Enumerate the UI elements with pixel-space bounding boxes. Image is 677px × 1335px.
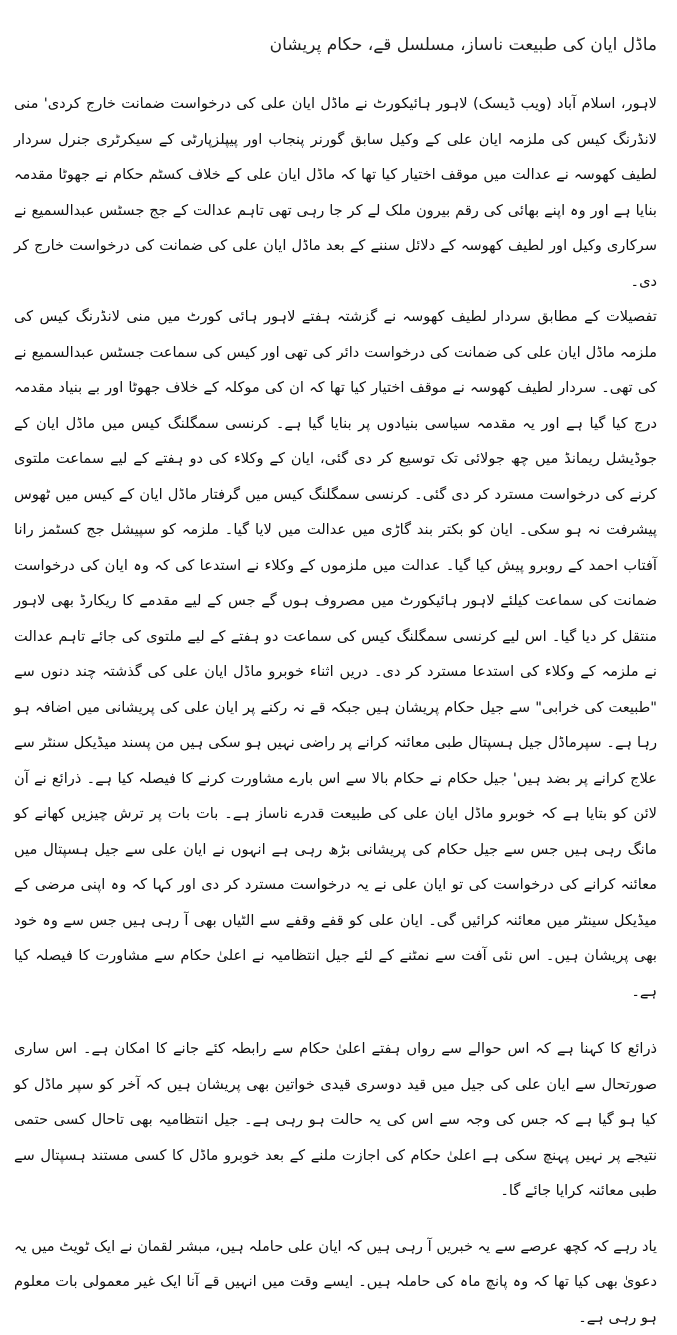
article-paragraph-1: لاہور، اسلام آباد (ویب ڈیسک) لاہور ہائیکورٹ نے ماڈل ایان علی کی درخواست ضمانت خارج کردی' منی لانڈرنگ کیس کی ملزمہ ایان علی کے وکیل سابق گورنر پنجاب اور پیپلزپارٹی کے سیکرٹری جنرل سردار لطیف کھوسہ نے عدالت میں موقف اختیار کیا تھا کہ ماڈل ایان علی کے خلاف کسٹم حکام نے جھوٹا مقدمہ بنایا ہے اور وہ اپنے بھائی کی رقم بیرون ملک لے کر جا رہی تھی تاہم عدالت کے جج جسٹس عبدالسمیع نے سرکاری وکیل اور لطیف کھوسہ کے دلائل سننے کے بعد ماڈل ایان علی کی ضمانت کی درخواست خارج کر دی۔ [14, 86, 657, 299]
article-paragraph-4: یاد رہے کہ کچھ عرصے سے یہ خبریں آ رہی ہیں کہ ایان علی حاملہ ہیں، مبشر لقمان نے ایک ٹویٹ میں یہ دعویٰ بھی کیا تھا کہ وہ پانچ ماہ کی حاملہ ہیں۔ ایسے وقت میں انہیں قے آنا ایک غیر معمولی بات معلوم ہو رہی ہے۔ [14, 1229, 657, 1335]
article-headline: ماڈل ایان کی طبیعت ناساز، مسلسل قے، حکام پریشان [14, 0, 657, 58]
article-paragraph-3: ذرائع کا کہنا ہے کہ اس حوالے سے رواں ہفتے اعلیٰ حکام سے رابطہ کئے جانے کا امکان ہے۔ اس ساری صورتحال سے ایان علی کی جیل میں قید دوسری قیدی خواتین بھی پریشان ہیں کہ آخر کو سپر ماڈل کو کیا ہو گیا ہے کہ جس کی وجہ سے اس کی یہ حالت ہو رہی ہے۔ جیل انتظامیہ بھی تاحال کسی حتمی نتیجے پر نہیں پہنچ سکی ہے اعلیٰ حکام کی اجازت ملنے کے بعد خوبرو ماڈل کا کسی مستند ہسپتال سے طبی معائنہ کرایا جائے گا۔ [14, 1031, 657, 1209]
article-paragraph-2: تفصیلات کے مطابق سردار لطیف کھوسہ نے گزشتہ ہفتے لاہور ہائی کورٹ میں منی لانڈرنگ کیس کی ملزمہ ماڈل ایان علی کی ضمانت کی درخواست دائر کی تھی اور کیس کی سماعت جسٹس عبدالسمیع نے کی تھی۔ سردار لطیف کھوسہ نے موقف اختیار کیا تھا کہ ان کی موکلہ کے خلاف جھوٹا اور بے بنیاد مقدمہ درج کیا گیا ہے اور یہ مقدمہ سیاسی بنیادوں پر بنایا گیا ہے۔ کرنسی سمگلنگ کیس میں ماڈل ایان کے جوڈیشل ریمانڈ میں چھ جولائی تک توسیع کر دی گئی، ایان کے وکلاء کی دو ہفتے کے لیے سماعت ملتوی کرنے کی درخواست مسترد کر دی گئی۔ کرنسی سمگلنگ کیس میں گرفتار ماڈل ایان کے کیس میں ٹھوس پیشرفت نہ ہو سکی۔ ایان کو بکتر بند گاڑی میں عدالت میں لایا گیا۔ ملزمہ کو سپیشل جج کسٹمز رانا آفتاب احمد کے روبرو پیش کیا گیا۔ عدالت میں ملزموں کے وکلاء نے استدعا کی کہ وہ ایان کی درخواست ضمانت کی سماعت کیلئے لاہور ہائیکورٹ میں مصروف ہوں گے جس کے لیے مقدمے کا ریکارڈ بھی لاہور منتقل کر دیا گیا۔ اس لیے کرنسی سمگلنگ کیس کی سماعت دو ہفتے کے لیے ملتوی کی جائے تاہم عدالت نے ملزمہ کے وکلاء کی استدعا مسترد کر دی۔ دریں اثناء خوبرو ماڈل ایان علی کی گذشتہ چند دنوں سے "طبیعت کی خرابی" سے جیل حکام پریشان ہیں جبکہ قے نہ رکنے پر ایان علی کی پریشانی میں اضافہ ہو رہا ہے۔ سپرماڈل جیل ہسپتال طبی معائنہ کرانے پر راضی نہیں ہو سکی ہیں من پسند میڈیکل سنٹر سے علاج کرانے پر بضد ہیں' جیل حکام نے حکام بالا سے اس بارے مشاورت کرنے کا فیصلہ کیا ہے۔ ذرائع نے آن لائن کو بتایا ہے کہ خوبرو ماڈل ایان علی کی طبیعت قدرے ناساز ہے۔ بات بات پر ترش چیزیں کھانے کو مانگ رہی ہیں جس سے جیل حکام کی پریشانی بڑھ رہی ہے انہوں نے ایان علی سے جیل ہسپتال میں معائنہ کرانے کی درخواست کی تو ایان علی نے یہ درخواست مسترد کر دی اور کہا کہ وہ اپنی مرضی کے میڈیکل سینٹر میں معائنہ کرائیں گی۔ ایان علی کو قفے وقفے سے الٹیاں بھی آ رہی ہیں جس سے وہ خود بھی پریشان ہیں۔ اس نئی آفت سے نمٹنے کے لئے جیل انتظامیہ نے اعلیٰ حکام سے مشاورت کا فیصلہ کیا ہے۔ [14, 299, 657, 1009]
